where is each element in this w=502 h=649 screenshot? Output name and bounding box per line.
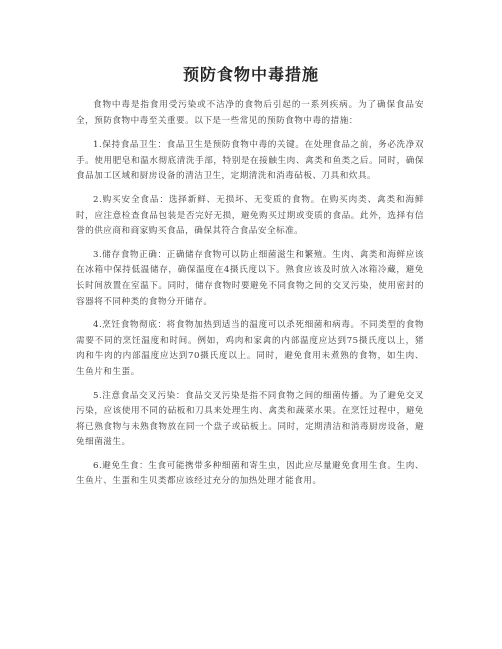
paragraph-avoid-raw-food: 6.避免生食：生食可能携带多种细菌和寄生虫，因此应尽量避免食用生食。生肉、生鱼片、生蛋和生贝类都应该经过充分的加热处理才能食用。 bbox=[76, 460, 424, 487]
paragraph-buy-safe-food: 2.购买安全食品：选择新鲜、无损坏、无变质的食物。在购买肉类、禽类和海鲜时，应注意检查食品包装是否完好无损，避免购买过期或变质的食品。此外，选择有信誉的供应商和商家购买食品，确保其符合食品安全标准。 bbox=[76, 194, 424, 237]
paragraph-cross-contamination: 5.注意食品交叉污染：食品交叉污染是指不同食物之间的细菌传播。为了避免交叉污染，应该使用不同的砧板和刀具来处理生肉、禽类和蔬菜水果。在烹饪过程中，避免将已熟食物与未熟食物放在同一个盘子或砧板上。同时，定期清洁和消毒厨房设备，避免细菌滋生。 bbox=[76, 390, 424, 448]
document-body bbox=[76, 98, 424, 498]
paragraph-cook-thoroughly: 4.烹饪食物彻底：将食物加热到适当的温度可以杀死细菌和病毒。不同类型的食物需要不同的烹饪温度和时间。例如，鸡肉和家禽的内部温度应达到75摄氏度以上，猪肉和牛肉的内部温度应达到70摄氏度以上。同时，避免食用未煮熟的食物，如生肉、生鱼片和生蛋。 bbox=[76, 320, 424, 377]
document-title: 预防食物中毒措施 bbox=[182, 65, 319, 84]
paragraph-food-hygiene: 1.保持食品卫生：食品卫生是预防食物中毒的关键。在处理食品之前，务必洗净双手。使用肥皂和温水彻底清洗手部，特别是在接触生肉、禽类和鱼类之后。同时，确保食品加工区域和厨房设备的清洁卫生，定期清洗和消毒砧板、刀具和炊具。 bbox=[76, 140, 424, 182]
paragraph-store-food: 3.储存食物正确：正确储存食物可以防止细菌滋生和繁殖。生肉、禽类和海鲜应该在冰箱中保持低温储存，确保温度在4摄氏度以下。熟食应该及时放入冰箱冷藏，避免长时间放置在室温下。同时，储存食物时要避免不同食物之间的交叉污染，使用密封的容器将不同种类的食物分开储存。 bbox=[76, 249, 424, 307]
intro-paragraph: 食物中毒是指食用受污染或不洁净的食物后引起的一系列疾病。为了确保食品安全，预防食物中毒至关重要。以下是一些常见的预防食物中毒的措施： bbox=[76, 100, 424, 126]
